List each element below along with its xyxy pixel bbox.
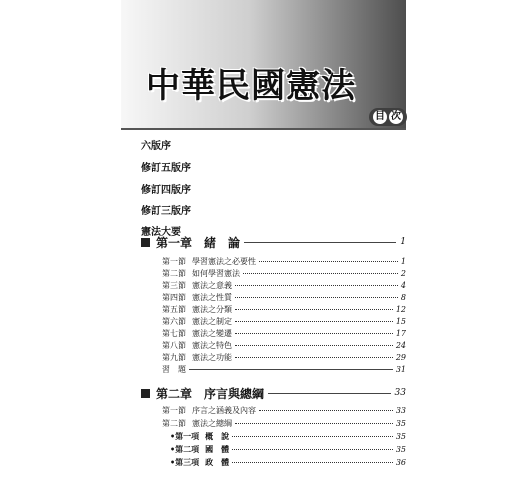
toc-entry[interactable] [162, 340, 406, 351]
page-number: 35 [395, 432, 406, 441]
toc-entry[interactable] [162, 328, 406, 339]
entry-label: 習 題 [162, 365, 186, 374]
page-number: 33 [394, 388, 406, 398]
page-number: 29 [395, 353, 406, 362]
toc-entry[interactable] [162, 304, 406, 315]
leader-line [235, 297, 398, 298]
entry-title: 概 說 [205, 431, 230, 441]
toc-badge-char: 次 [391, 111, 401, 122]
leader-line [243, 273, 398, 274]
leader-line [235, 321, 393, 322]
leader-line [235, 285, 398, 286]
entry-title: 憲法之制定 [192, 317, 232, 326]
entry-label: 第九節 [162, 353, 186, 362]
entry-title: 憲法之總綱 [192, 419, 232, 428]
page-number: 17 [395, 329, 406, 338]
leader-line [235, 357, 393, 358]
entry-label: 第一節 [162, 406, 186, 415]
entry-title: 憲法之特色 [192, 341, 232, 350]
square-bullet-icon [141, 389, 150, 398]
toc-entry[interactable] [162, 268, 406, 279]
entry-title: 政 體 [205, 457, 230, 467]
toc-entry[interactable] [162, 292, 406, 303]
leader-line [244, 242, 396, 243]
preface-item[interactable]: 憲法大要 [141, 227, 181, 238]
chapter-label: 第一章 緒 論 [156, 235, 241, 250]
page-number: 15 [395, 317, 406, 326]
leader-line [232, 449, 393, 450]
leader-line [268, 393, 391, 394]
leader-line [259, 261, 398, 262]
page-number: 1 [400, 237, 406, 247]
toc-entry[interactable] [162, 256, 406, 267]
leader-line [232, 436, 393, 437]
toc-badge-char: 目 [375, 111, 385, 122]
entry-title: 憲法之意義 [192, 281, 232, 290]
toc-entry[interactable] [162, 418, 406, 429]
entry-label: •第二項 [170, 444, 200, 454]
entry-label: 第三節 [162, 281, 186, 290]
entry-title: 憲法之分類 [192, 305, 232, 314]
entry-label: •第一項 [170, 431, 200, 441]
entry-label: 第二節 [162, 419, 186, 428]
preface-item[interactable]: 修訂四版序 [141, 185, 191, 196]
toc-entry[interactable] [162, 364, 406, 375]
entry-title: 憲法之變遷 [192, 329, 232, 338]
entry-title: 如何學習憲法 [192, 269, 240, 278]
page-number: 4 [400, 281, 406, 290]
toc-entry[interactable] [162, 316, 406, 327]
entry-label: 第五節 [162, 305, 186, 314]
toc-entry[interactable] [162, 280, 406, 291]
preface-item[interactable]: 修訂五版序 [141, 163, 191, 174]
leader-line [235, 309, 393, 310]
toc-subentry[interactable] [170, 444, 406, 455]
page-number: 36 [395, 458, 406, 467]
page-number: 33 [395, 406, 406, 415]
page-number: 24 [395, 341, 406, 350]
entry-label: 第八節 [162, 341, 186, 350]
entry-label: •第三項 [170, 457, 200, 467]
page-number: 2 [400, 269, 406, 278]
square-bullet-icon [141, 238, 150, 247]
preface-item[interactable]: 修訂三版序 [141, 206, 191, 217]
chapter-heading[interactable] [141, 235, 406, 249]
page-number: 12 [395, 305, 406, 314]
page-number: 35 [395, 419, 406, 428]
book-title: 中華民國憲法 [146, 66, 356, 106]
preface-item[interactable]: 六版序 [141, 141, 171, 152]
chapter-heading[interactable] [141, 386, 406, 400]
entry-label: 第六節 [162, 317, 186, 326]
leader-line [189, 369, 393, 370]
entry-title: 學習憲法之必要性 [192, 257, 256, 266]
entry-label: 第四節 [162, 293, 186, 302]
entry-title: 國 體 [205, 444, 230, 454]
leader-line [232, 462, 393, 463]
toc-subentry[interactable] [170, 457, 406, 468]
entry-label: 第二節 [162, 269, 186, 278]
entry-title: 憲法之功能 [192, 353, 232, 362]
entry-title: 憲法之性質 [192, 293, 232, 302]
chapter-label: 第二章 序言與總綱 [156, 386, 265, 401]
page-number: 31 [395, 365, 406, 374]
leader-line [235, 423, 393, 424]
entry-title: 序言之涵義及內容 [192, 406, 256, 415]
leader-line [235, 333, 393, 334]
leader-line [259, 410, 393, 411]
header-divider [121, 128, 406, 130]
toc-entry[interactable] [162, 352, 406, 363]
page-number: 1 [400, 257, 406, 266]
leader-line [235, 345, 393, 346]
page-number: 35 [395, 445, 406, 454]
toc-badge [369, 108, 407, 126]
entry-label: 第一節 [162, 257, 186, 266]
toc-entry[interactable] [162, 405, 406, 416]
page-number: 8 [400, 293, 406, 302]
toc-subentry[interactable] [170, 431, 406, 442]
entry-label: 第七節 [162, 329, 186, 338]
